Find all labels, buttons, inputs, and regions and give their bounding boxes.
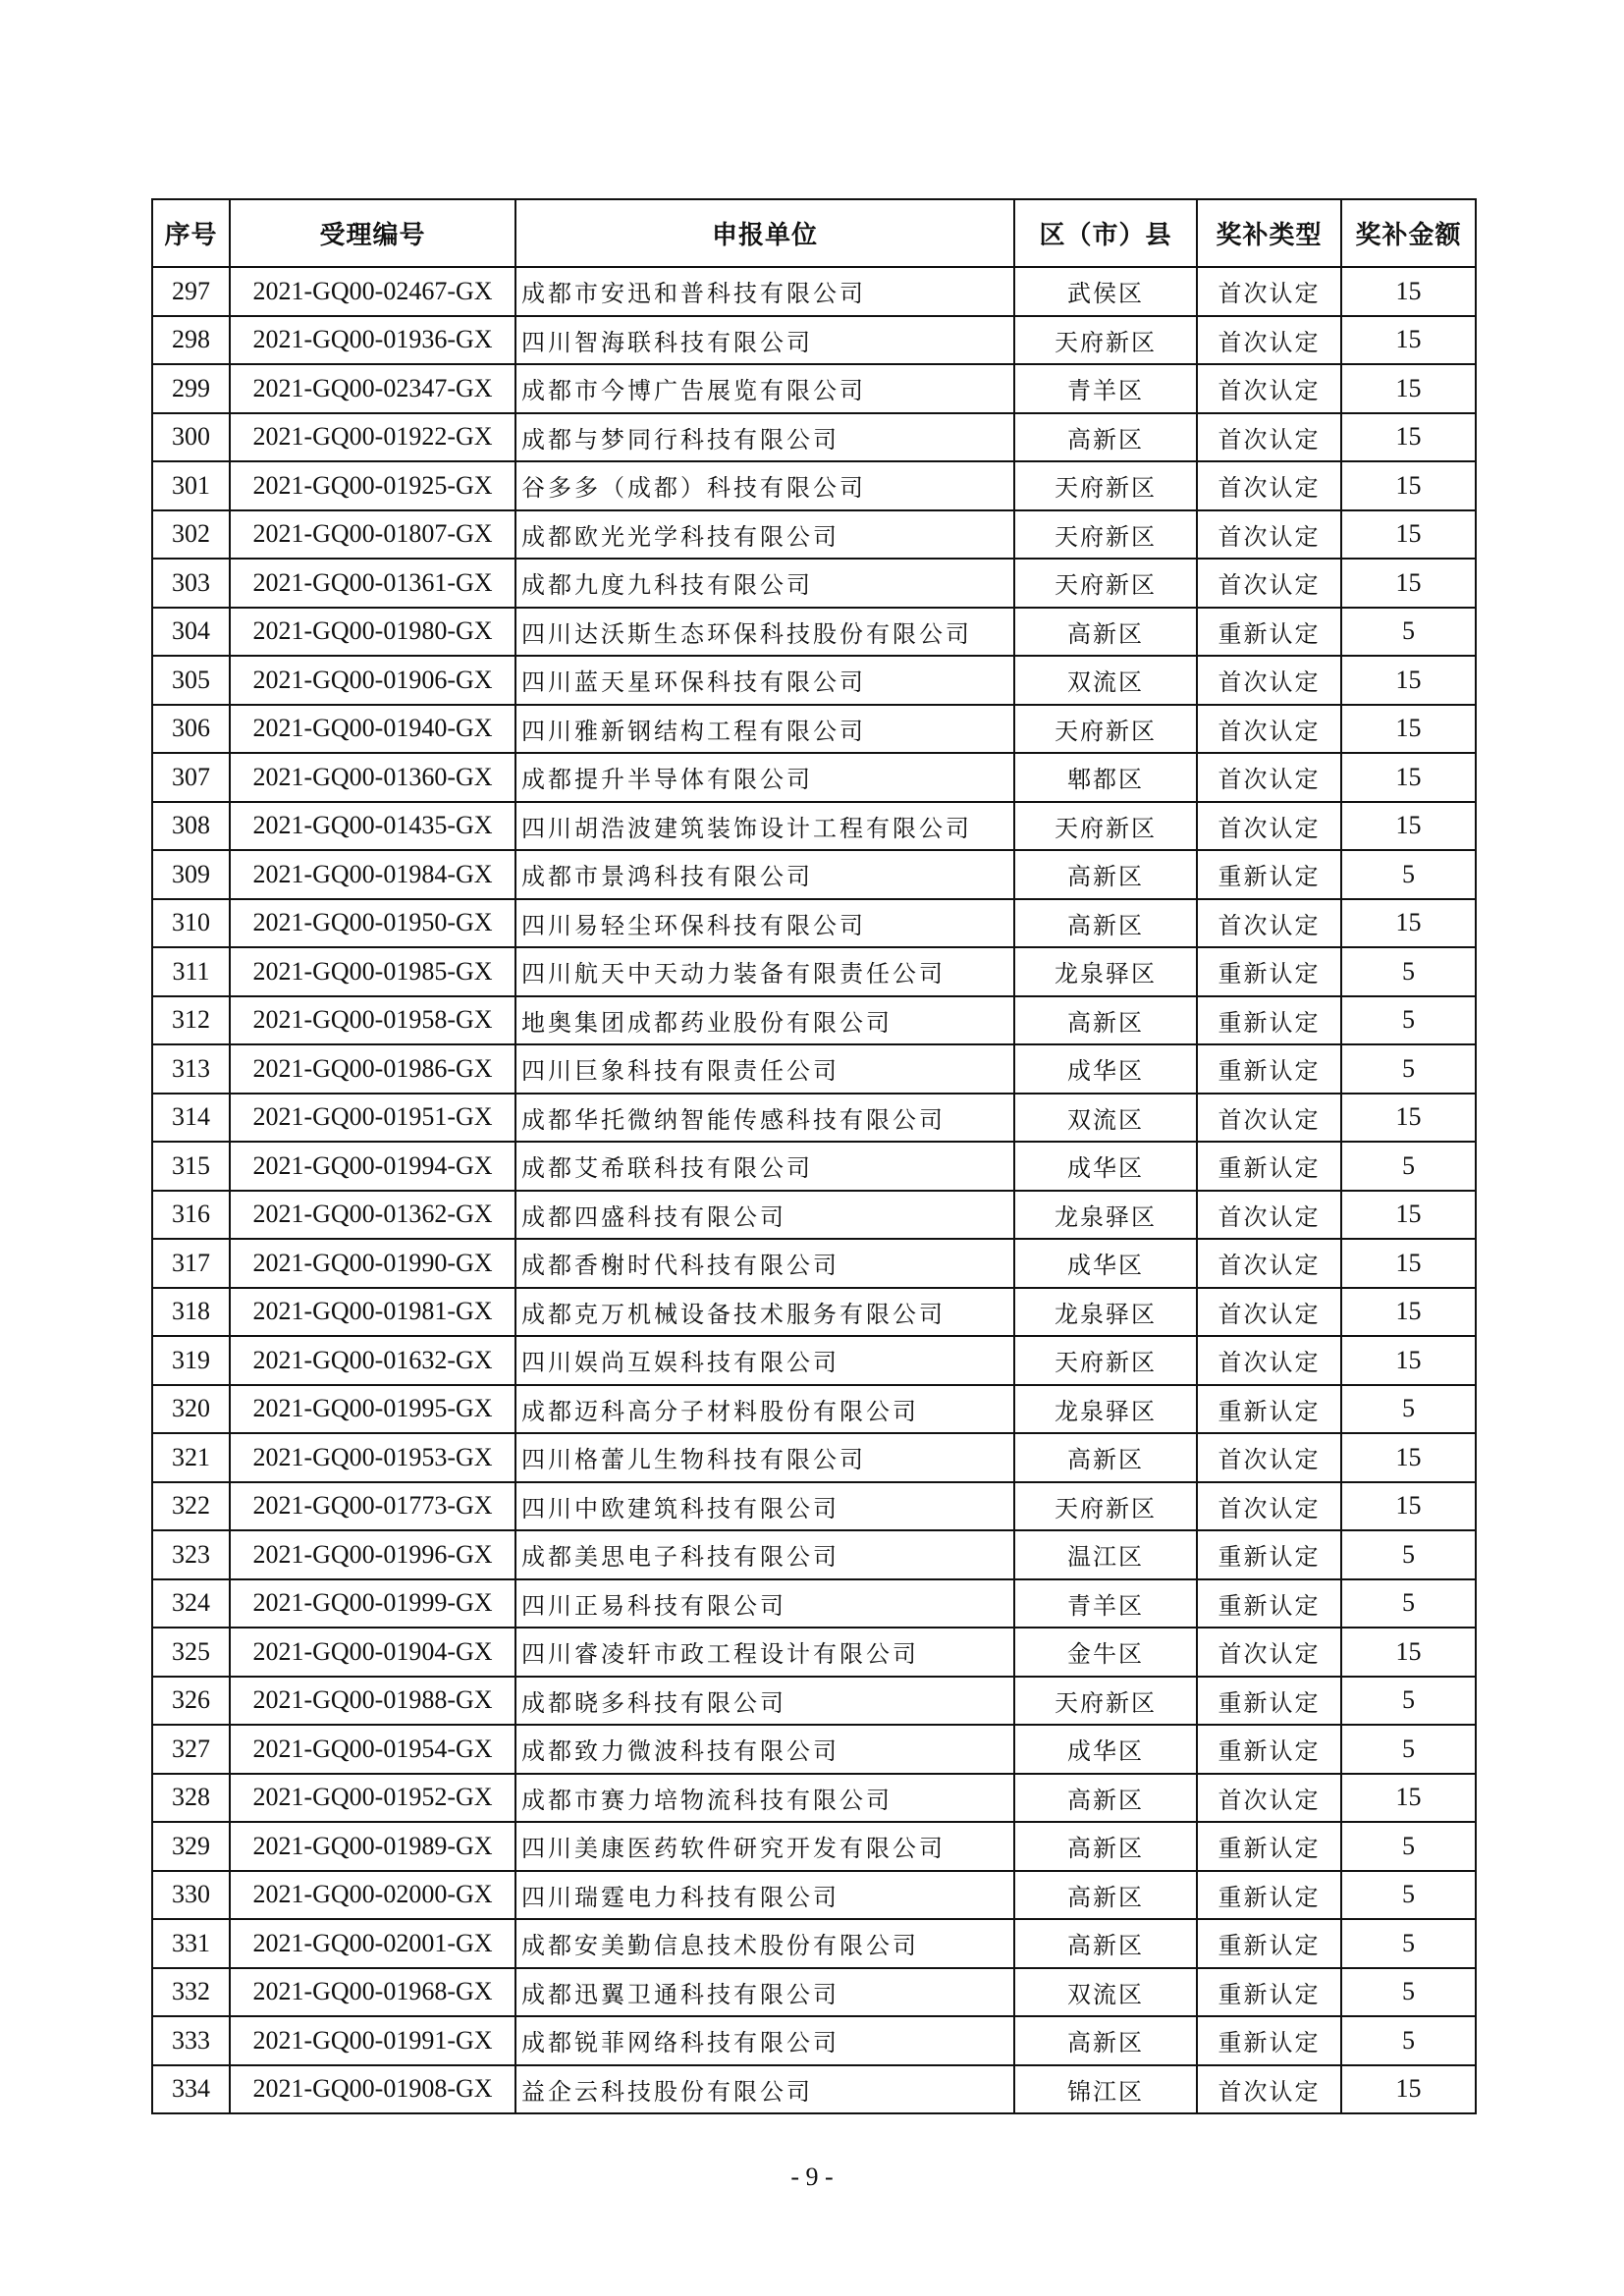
cell-award-type: 首次认定: [1197, 316, 1341, 365]
cell-serial-no: 320: [152, 1385, 230, 1434]
cell-acceptance-id: 2021-GQ00-01981-GX: [230, 1288, 515, 1337]
cell-serial-no: 310: [152, 899, 230, 948]
cell-district: 成华区: [1014, 1142, 1197, 1191]
cell-award-type: 重新认定: [1197, 1871, 1341, 1920]
cell-acceptance-id: 2021-GQ00-02347-GX: [230, 364, 515, 413]
cell-acceptance-id: 2021-GQ00-01362-GX: [230, 1191, 515, 1240]
cell-serial-no: 298: [152, 316, 230, 365]
cell-award-type: 首次认定: [1197, 1628, 1341, 1677]
cell-serial-no: 323: [152, 1530, 230, 1579]
cell-applicant-unit: 四川中欧建筑科技有限公司: [515, 1482, 1014, 1531]
cell-applicant-unit: 益企云科技股份有限公司: [515, 2065, 1014, 2114]
table-row: [152, 1871, 1476, 1920]
cell-award-amount: 15: [1341, 1336, 1476, 1385]
cell-award-amount: 15: [1341, 267, 1476, 316]
cell-award-type: 重新认定: [1197, 1579, 1341, 1629]
table-row: [152, 559, 1476, 608]
table-row: [152, 753, 1476, 802]
cell-acceptance-id: 2021-GQ00-01936-GX: [230, 316, 515, 365]
cell-serial-no: 299: [152, 364, 230, 413]
cell-acceptance-id: 2021-GQ00-01995-GX: [230, 1385, 515, 1434]
cell-applicant-unit: 成都美思电子科技有限公司: [515, 1530, 1014, 1579]
cell-award-amount: 15: [1341, 1288, 1476, 1337]
cell-applicant-unit: 四川瑞霆电力科技有限公司: [515, 1871, 1014, 1920]
cell-district: 龙泉驿区: [1014, 1288, 1197, 1337]
cell-applicant-unit: 四川睿凌轩市政工程设计有限公司: [515, 1628, 1014, 1677]
cell-award-amount: 5: [1341, 1530, 1476, 1579]
cell-district: 成华区: [1014, 1239, 1197, 1288]
cell-acceptance-id: 2021-GQ00-01361-GX: [230, 559, 515, 608]
table-row: [152, 2065, 1476, 2114]
cell-applicant-unit: 四川美康医药软件研究开发有限公司: [515, 1822, 1014, 1871]
cell-award-amount: 5: [1341, 850, 1476, 899]
cell-award-amount: 5: [1341, 1579, 1476, 1629]
cell-award-type: 首次认定: [1197, 1774, 1341, 1823]
cell-district: 天府新区: [1014, 802, 1197, 851]
cell-serial-no: 303: [152, 559, 230, 608]
cell-award-amount: 15: [1341, 899, 1476, 948]
cell-applicant-unit: 成都市安迅和普科技有限公司: [515, 267, 1014, 316]
cell-district: 双流区: [1014, 656, 1197, 705]
table-body: [152, 267, 1476, 2113]
cell-applicant-unit: 四川正易科技有限公司: [515, 1579, 1014, 1629]
cell-award-amount: 15: [1341, 1191, 1476, 1240]
cell-serial-no: 313: [152, 1044, 230, 1094]
table-row: [152, 1336, 1476, 1385]
cell-applicant-unit: 四川雅新钢结构工程有限公司: [515, 705, 1014, 754]
cell-acceptance-id: 2021-GQ00-01807-GX: [230, 510, 515, 560]
cell-award-type: 重新认定: [1197, 1725, 1341, 1774]
cell-award-type: 首次认定: [1197, 267, 1341, 316]
table-row: [152, 413, 1476, 462]
cell-award-type: 首次认定: [1197, 899, 1341, 948]
table-row: [152, 899, 1476, 948]
cell-award-amount: 15: [1341, 1433, 1476, 1482]
cell-district: 青羊区: [1014, 1579, 1197, 1629]
cell-district: 天府新区: [1014, 316, 1197, 365]
cell-award-amount: 15: [1341, 1094, 1476, 1143]
cell-district: 成华区: [1014, 1044, 1197, 1094]
header-district: 区（市）县: [1014, 199, 1197, 267]
cell-award-type: 首次认定: [1197, 1336, 1341, 1385]
cell-acceptance-id: 2021-GQ00-01954-GX: [230, 1725, 515, 1774]
cell-award-type: 首次认定: [1197, 559, 1341, 608]
cell-applicant-unit: 成都九度九科技有限公司: [515, 559, 1014, 608]
table-row: [152, 1044, 1476, 1094]
cell-award-type: 首次认定: [1197, 1433, 1341, 1482]
cell-district: 高新区: [1014, 2016, 1197, 2065]
cell-award-type: 首次认定: [1197, 802, 1341, 851]
header-award-amount: 奖补金额: [1341, 199, 1476, 267]
cell-district: 高新区: [1014, 1919, 1197, 1968]
cell-serial-no: 329: [152, 1822, 230, 1871]
table-row: [152, 1433, 1476, 1482]
cell-acceptance-id: 2021-GQ00-01953-GX: [230, 1433, 515, 1482]
cell-serial-no: 301: [152, 461, 230, 510]
cell-district: 成华区: [1014, 1725, 1197, 1774]
table-row: [152, 1142, 1476, 1191]
cell-serial-no: 318: [152, 1288, 230, 1337]
cell-serial-no: 326: [152, 1677, 230, 1726]
table-row: [152, 1482, 1476, 1531]
cell-district: 龙泉驿区: [1014, 1191, 1197, 1240]
cell-award-amount: 15: [1341, 705, 1476, 754]
cell-acceptance-id: 2021-GQ00-01989-GX: [230, 1822, 515, 1871]
cell-serial-no: 325: [152, 1628, 230, 1677]
cell-serial-no: 334: [152, 2065, 230, 2114]
cell-district: 高新区: [1014, 899, 1197, 948]
table-row: [152, 316, 1476, 365]
cell-award-amount: 5: [1341, 608, 1476, 657]
cell-award-amount: 5: [1341, 1677, 1476, 1726]
cell-serial-no: 307: [152, 753, 230, 802]
cell-serial-no: 302: [152, 510, 230, 560]
cell-serial-no: 331: [152, 1919, 230, 1968]
cell-award-amount: 15: [1341, 559, 1476, 608]
cell-award-type: 首次认定: [1197, 1482, 1341, 1531]
cell-serial-no: 330: [152, 1871, 230, 1920]
cell-applicant-unit: 地奥集团成都药业股份有限公司: [515, 996, 1014, 1045]
cell-serial-no: 309: [152, 850, 230, 899]
cell-award-amount: 5: [1341, 1385, 1476, 1434]
cell-applicant-unit: 成都四盛科技有限公司: [515, 1191, 1014, 1240]
cell-serial-no: 327: [152, 1725, 230, 1774]
cell-applicant-unit: 成都安美勤信息技术股份有限公司: [515, 1919, 1014, 1968]
cell-award-type: 重新认定: [1197, 1530, 1341, 1579]
cell-acceptance-id: 2021-GQ00-01908-GX: [230, 2065, 515, 2114]
cell-award-type: 首次认定: [1197, 1288, 1341, 1337]
cell-award-type: 首次认定: [1197, 510, 1341, 560]
cell-serial-no: 324: [152, 1579, 230, 1629]
cell-applicant-unit: 四川智海联科技有限公司: [515, 316, 1014, 365]
cell-acceptance-id: 2021-GQ00-01985-GX: [230, 947, 515, 996]
table-row: [152, 1725, 1476, 1774]
cell-applicant-unit: 四川巨象科技有限责任公司: [515, 1044, 1014, 1094]
table-row: [152, 705, 1476, 754]
cell-applicant-unit: 成都迈科高分子材料股份有限公司: [515, 1385, 1014, 1434]
cell-award-amount: 5: [1341, 1725, 1476, 1774]
table-row: [152, 1579, 1476, 1629]
cell-acceptance-id: 2021-GQ00-01952-GX: [230, 1774, 515, 1823]
cell-serial-no: 300: [152, 413, 230, 462]
cell-award-type: 首次认定: [1197, 753, 1341, 802]
cell-district: 天府新区: [1014, 1336, 1197, 1385]
cell-award-amount: 15: [1341, 364, 1476, 413]
cell-district: 双流区: [1014, 1094, 1197, 1143]
cell-acceptance-id: 2021-GQ00-01986-GX: [230, 1044, 515, 1094]
cell-district: 高新区: [1014, 1433, 1197, 1482]
cell-award-amount: 5: [1341, 947, 1476, 996]
cell-applicant-unit: 四川易轻尘环保科技有限公司: [515, 899, 1014, 948]
cell-district: 高新区: [1014, 1822, 1197, 1871]
cell-district: 高新区: [1014, 608, 1197, 657]
table-row: [152, 2016, 1476, 2065]
cell-applicant-unit: 成都致力微波科技有限公司: [515, 1725, 1014, 1774]
table-row: [152, 996, 1476, 1045]
cell-award-type: 重新认定: [1197, 1968, 1341, 2017]
table-row: [152, 608, 1476, 657]
cell-award-type: 首次认定: [1197, 1239, 1341, 1288]
cell-district: 高新区: [1014, 1774, 1197, 1823]
page-number: - 9 -: [790, 2163, 834, 2191]
cell-serial-no: 311: [152, 947, 230, 996]
cell-applicant-unit: 成都提升半导体有限公司: [515, 753, 1014, 802]
cell-district: 龙泉驿区: [1014, 947, 1197, 996]
table-row: [152, 656, 1476, 705]
cell-acceptance-id: 2021-GQ00-02000-GX: [230, 1871, 515, 1920]
cell-award-type: 重新认定: [1197, 1919, 1341, 1968]
cell-award-type: 首次认定: [1197, 2065, 1341, 2114]
cell-award-amount: 5: [1341, 2016, 1476, 2065]
cell-award-amount: 15: [1341, 753, 1476, 802]
cell-award-type: 重新认定: [1197, 947, 1341, 996]
cell-district: 天府新区: [1014, 510, 1197, 560]
table-header-row: [152, 199, 1476, 267]
cell-award-type: 首次认定: [1197, 461, 1341, 510]
cell-award-type: 首次认定: [1197, 413, 1341, 462]
cell-district: 高新区: [1014, 850, 1197, 899]
cell-serial-no: 304: [152, 608, 230, 657]
table-row: [152, 1385, 1476, 1434]
cell-acceptance-id: 2021-GQ00-01996-GX: [230, 1530, 515, 1579]
cell-applicant-unit: 成都市赛力培物流科技有限公司: [515, 1774, 1014, 1823]
table-row: [152, 1822, 1476, 1871]
table-row: [152, 850, 1476, 899]
cell-serial-no: 317: [152, 1239, 230, 1288]
cell-applicant-unit: 成都晓多科技有限公司: [515, 1677, 1014, 1726]
table-row: [152, 364, 1476, 413]
cell-serial-no: 315: [152, 1142, 230, 1191]
cell-applicant-unit: 成都市景鸿科技有限公司: [515, 850, 1014, 899]
cell-district: 高新区: [1014, 413, 1197, 462]
table-row: [152, 461, 1476, 510]
cell-award-amount: 15: [1341, 2065, 1476, 2114]
cell-applicant-unit: 成都与梦同行科技有限公司: [515, 413, 1014, 462]
table-row: [152, 1191, 1476, 1240]
header-award-type: 奖补类型: [1197, 199, 1341, 267]
cell-acceptance-id: 2021-GQ00-01435-GX: [230, 802, 515, 851]
cell-district: 武侯区: [1014, 267, 1197, 316]
cell-acceptance-id: 2021-GQ00-01906-GX: [230, 656, 515, 705]
cell-district: 高新区: [1014, 996, 1197, 1045]
cell-award-type: 首次认定: [1197, 1094, 1341, 1143]
cell-acceptance-id: 2021-GQ00-01990-GX: [230, 1239, 515, 1288]
cell-serial-no: 297: [152, 267, 230, 316]
table-row: [152, 1628, 1476, 1677]
cell-serial-no: 306: [152, 705, 230, 754]
table-row: [152, 1968, 1476, 2017]
cell-serial-no: 308: [152, 802, 230, 851]
cell-award-amount: 15: [1341, 1774, 1476, 1823]
cell-award-type: 首次认定: [1197, 705, 1341, 754]
cell-applicant-unit: 四川蓝天星环保科技有限公司: [515, 656, 1014, 705]
header-serial-no: 序号: [152, 199, 230, 267]
cell-applicant-unit: 成都华托微纳智能传感科技有限公司: [515, 1094, 1014, 1143]
cell-award-amount: 5: [1341, 1871, 1476, 1920]
cell-award-type: 重新认定: [1197, 608, 1341, 657]
cell-award-type: 重新认定: [1197, 1822, 1341, 1871]
cell-acceptance-id: 2021-GQ00-01951-GX: [230, 1094, 515, 1143]
cell-district: 金牛区: [1014, 1628, 1197, 1677]
cell-district: 高新区: [1014, 1871, 1197, 1920]
cell-serial-no: 305: [152, 656, 230, 705]
cell-acceptance-id: 2021-GQ00-01984-GX: [230, 850, 515, 899]
cell-award-amount: 5: [1341, 996, 1476, 1045]
table-row: [152, 1774, 1476, 1823]
cell-award-amount: 15: [1341, 413, 1476, 462]
cell-serial-no: 322: [152, 1482, 230, 1531]
cell-acceptance-id: 2021-GQ00-01994-GX: [230, 1142, 515, 1191]
cell-award-amount: 15: [1341, 510, 1476, 560]
cell-award-amount: 15: [1341, 802, 1476, 851]
cell-applicant-unit: 四川航天中天动力装备有限责任公司: [515, 947, 1014, 996]
cell-applicant-unit: 四川娱尚互娱科技有限公司: [515, 1336, 1014, 1385]
table-row: [152, 510, 1476, 560]
cell-applicant-unit: 谷多多（成都）科技有限公司: [515, 461, 1014, 510]
cell-serial-no: 312: [152, 996, 230, 1045]
cell-district: 天府新区: [1014, 705, 1197, 754]
header-acceptance-id: 受理编号: [230, 199, 515, 267]
cell-award-amount: 15: [1341, 461, 1476, 510]
award-table: [151, 198, 1477, 2114]
cell-acceptance-id: 2021-GQ00-02001-GX: [230, 1919, 515, 1968]
cell-applicant-unit: 四川达沃斯生态环保科技股份有限公司: [515, 608, 1014, 657]
cell-applicant-unit: 成都香榭时代科技有限公司: [515, 1239, 1014, 1288]
cell-award-amount: 5: [1341, 1142, 1476, 1191]
cell-applicant-unit: 成都艾希联科技有限公司: [515, 1142, 1014, 1191]
cell-applicant-unit: 成都市今博广告展览有限公司: [515, 364, 1014, 413]
table-row: [152, 267, 1476, 316]
cell-serial-no: 332: [152, 1968, 230, 2017]
cell-applicant-unit: 四川格蕾儿生物科技有限公司: [515, 1433, 1014, 1482]
cell-district: 锦江区: [1014, 2065, 1197, 2114]
cell-award-amount: 5: [1341, 1968, 1476, 2017]
cell-serial-no: 321: [152, 1433, 230, 1482]
cell-award-type: 首次认定: [1197, 364, 1341, 413]
cell-acceptance-id: 2021-GQ00-01958-GX: [230, 996, 515, 1045]
cell-award-type: 首次认定: [1197, 1191, 1341, 1240]
table-row: [152, 947, 1476, 996]
header-applicant-unit: 申报单位: [515, 199, 1014, 267]
cell-district: 双流区: [1014, 1968, 1197, 2017]
cell-award-type: 首次认定: [1197, 656, 1341, 705]
cell-award-type: 重新认定: [1197, 1142, 1341, 1191]
cell-award-amount: 15: [1341, 656, 1476, 705]
cell-acceptance-id: 2021-GQ00-01950-GX: [230, 899, 515, 948]
cell-award-amount: 15: [1341, 316, 1476, 365]
cell-district: 天府新区: [1014, 1677, 1197, 1726]
cell-serial-no: 314: [152, 1094, 230, 1143]
table-row: [152, 1919, 1476, 1968]
cell-district: 温江区: [1014, 1530, 1197, 1579]
cell-acceptance-id: 2021-GQ00-01980-GX: [230, 608, 515, 657]
cell-acceptance-id: 2021-GQ00-01988-GX: [230, 1677, 515, 1726]
table-row: [152, 1530, 1476, 1579]
cell-award-type: 重新认定: [1197, 1677, 1341, 1726]
cell-acceptance-id: 2021-GQ00-02467-GX: [230, 267, 515, 316]
cell-serial-no: 316: [152, 1191, 230, 1240]
cell-serial-no: 333: [152, 2016, 230, 2065]
cell-acceptance-id: 2021-GQ00-01940-GX: [230, 705, 515, 754]
cell-applicant-unit: 成都锐菲网络科技有限公司: [515, 2016, 1014, 2065]
cell-district: 天府新区: [1014, 559, 1197, 608]
cell-acceptance-id: 2021-GQ00-01773-GX: [230, 1482, 515, 1531]
cell-district: 青羊区: [1014, 364, 1197, 413]
cell-award-amount: 15: [1341, 1628, 1476, 1677]
cell-applicant-unit: 成都欧光光学科技有限公司: [515, 510, 1014, 560]
cell-acceptance-id: 2021-GQ00-01968-GX: [230, 1968, 515, 2017]
cell-award-amount: 5: [1341, 1822, 1476, 1871]
table-row: [152, 802, 1476, 851]
cell-acceptance-id: 2021-GQ00-01925-GX: [230, 461, 515, 510]
cell-award-amount: 5: [1341, 1919, 1476, 1968]
cell-applicant-unit: 四川胡浩波建筑装饰设计工程有限公司: [515, 802, 1014, 851]
cell-district: 天府新区: [1014, 1482, 1197, 1531]
cell-acceptance-id: 2021-GQ00-01632-GX: [230, 1336, 515, 1385]
cell-award-type: 重新认定: [1197, 850, 1341, 899]
cell-acceptance-id: 2021-GQ00-01991-GX: [230, 2016, 515, 2065]
cell-district: 龙泉驿区: [1014, 1385, 1197, 1434]
cell-award-type: 重新认定: [1197, 2016, 1341, 2065]
cell-award-type: 重新认定: [1197, 1385, 1341, 1434]
cell-acceptance-id: 2021-GQ00-01999-GX: [230, 1579, 515, 1629]
cell-acceptance-id: 2021-GQ00-01904-GX: [230, 1628, 515, 1677]
cell-award-amount: 15: [1341, 1482, 1476, 1531]
cell-serial-no: 319: [152, 1336, 230, 1385]
cell-applicant-unit: 成都克万机械设备技术服务有限公司: [515, 1288, 1014, 1337]
cell-district: 天府新区: [1014, 461, 1197, 510]
cell-award-type: 重新认定: [1197, 1044, 1341, 1094]
table-row: [152, 1094, 1476, 1143]
cell-award-amount: 15: [1341, 1239, 1476, 1288]
cell-applicant-unit: 成都迅翼卫通科技有限公司: [515, 1968, 1014, 2017]
table-row: [152, 1288, 1476, 1337]
cell-serial-no: 328: [152, 1774, 230, 1823]
cell-district: 郫都区: [1014, 753, 1197, 802]
table-row: [152, 1239, 1476, 1288]
cell-award-amount: 5: [1341, 1044, 1476, 1094]
cell-award-type: 重新认定: [1197, 996, 1341, 1045]
table-row: [152, 1677, 1476, 1726]
cell-acceptance-id: 2021-GQ00-01922-GX: [230, 413, 515, 462]
cell-acceptance-id: 2021-GQ00-01360-GX: [230, 753, 515, 802]
